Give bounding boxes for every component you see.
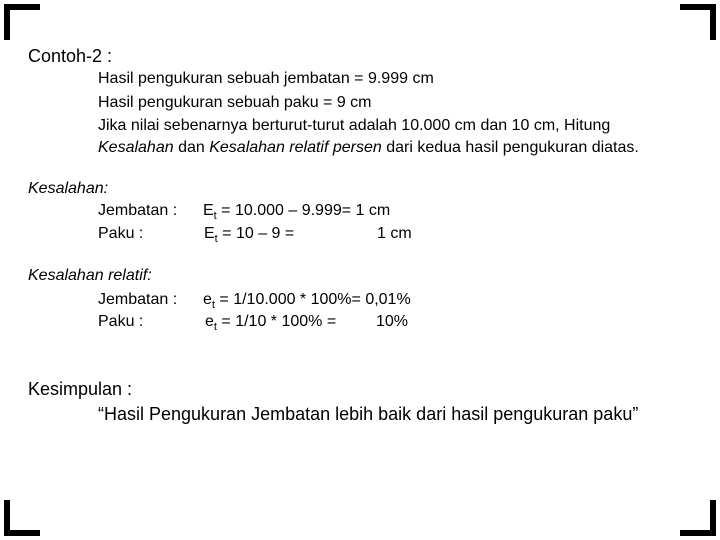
corner-bracket-bottom-left <box>4 500 40 536</box>
relatif-paku-formula <box>205 312 336 333</box>
corner-bracket-bottom-right <box>680 500 716 536</box>
kesalahan-paku-formula <box>204 224 294 245</box>
problem-line-4 <box>98 138 639 158</box>
kesalahan-jembatan-label: Jembatan : <box>98 202 178 219</box>
error-symbol: E <box>204 225 215 242</box>
kesalahan-relatif-heading: Kesalahan relatif: <box>28 267 152 284</box>
relatif-paku-result: 10% <box>376 313 409 330</box>
relative-error-symbol: e <box>205 313 214 330</box>
problem-line-4-rest: dari kedua hasil pengukuran diatas. <box>381 139 639 156</box>
corner-bracket-top-left <box>4 4 40 40</box>
relatif-paku-expr: = 1/10 * 100% = <box>216 313 337 330</box>
kesalahan-paku-label: Paku : <box>98 225 144 242</box>
kesalahan-jembatan-expr: = 10.000 – 9.999= 1 cm <box>216 202 391 219</box>
relative-error-subscript: t <box>211 299 215 311</box>
term-kesalahan: Kesalahan <box>98 139 174 156</box>
relatif-jembatan-formula <box>203 290 411 311</box>
kesalahan-heading: Kesalahan: <box>28 180 109 197</box>
relatif-jembatan-expr: = 1/10.000 * 100%= 0,01% <box>214 291 411 308</box>
corner-bracket-top-right <box>680 4 716 40</box>
example-title: Contoh-2 : <box>28 46 113 66</box>
relative-error-subscript: t <box>213 321 217 333</box>
kesalahan-jembatan-formula <box>203 201 390 222</box>
error-symbol: E <box>203 202 214 219</box>
kesalahan-paku-expr: = 10 – 9 = <box>217 225 295 242</box>
conjunction: dan <box>173 139 210 156</box>
kesalahan-paku-result: 1 cm <box>377 225 412 242</box>
problem-line-3: Jika nilai sebenarnya berturut-turut adalah 10.000 cm dan 10 cm, Hitung <box>98 117 611 134</box>
relative-error-symbol: e <box>203 291 212 308</box>
relatif-paku-label: Paku : <box>98 313 144 330</box>
kesimpulan-text: “Hasil Pengukuran Jembatan lebih baik dari hasil pengukuran paku” <box>98 404 639 424</box>
problem-line-1: Hasil pengukuran sebuah jembatan = 9.999 cm <box>98 70 434 87</box>
term-kesalahan-relatif: Kesalahan relatif persen <box>209 139 382 156</box>
problem-line-2: Hasil pengukuran sebuah paku = 9 cm <box>98 94 372 111</box>
relatif-jembatan-label: Jembatan : <box>98 291 178 308</box>
error-subscript: t <box>214 233 218 245</box>
error-subscript: t <box>213 210 217 222</box>
kesimpulan-heading: Kesimpulan : <box>28 379 133 399</box>
